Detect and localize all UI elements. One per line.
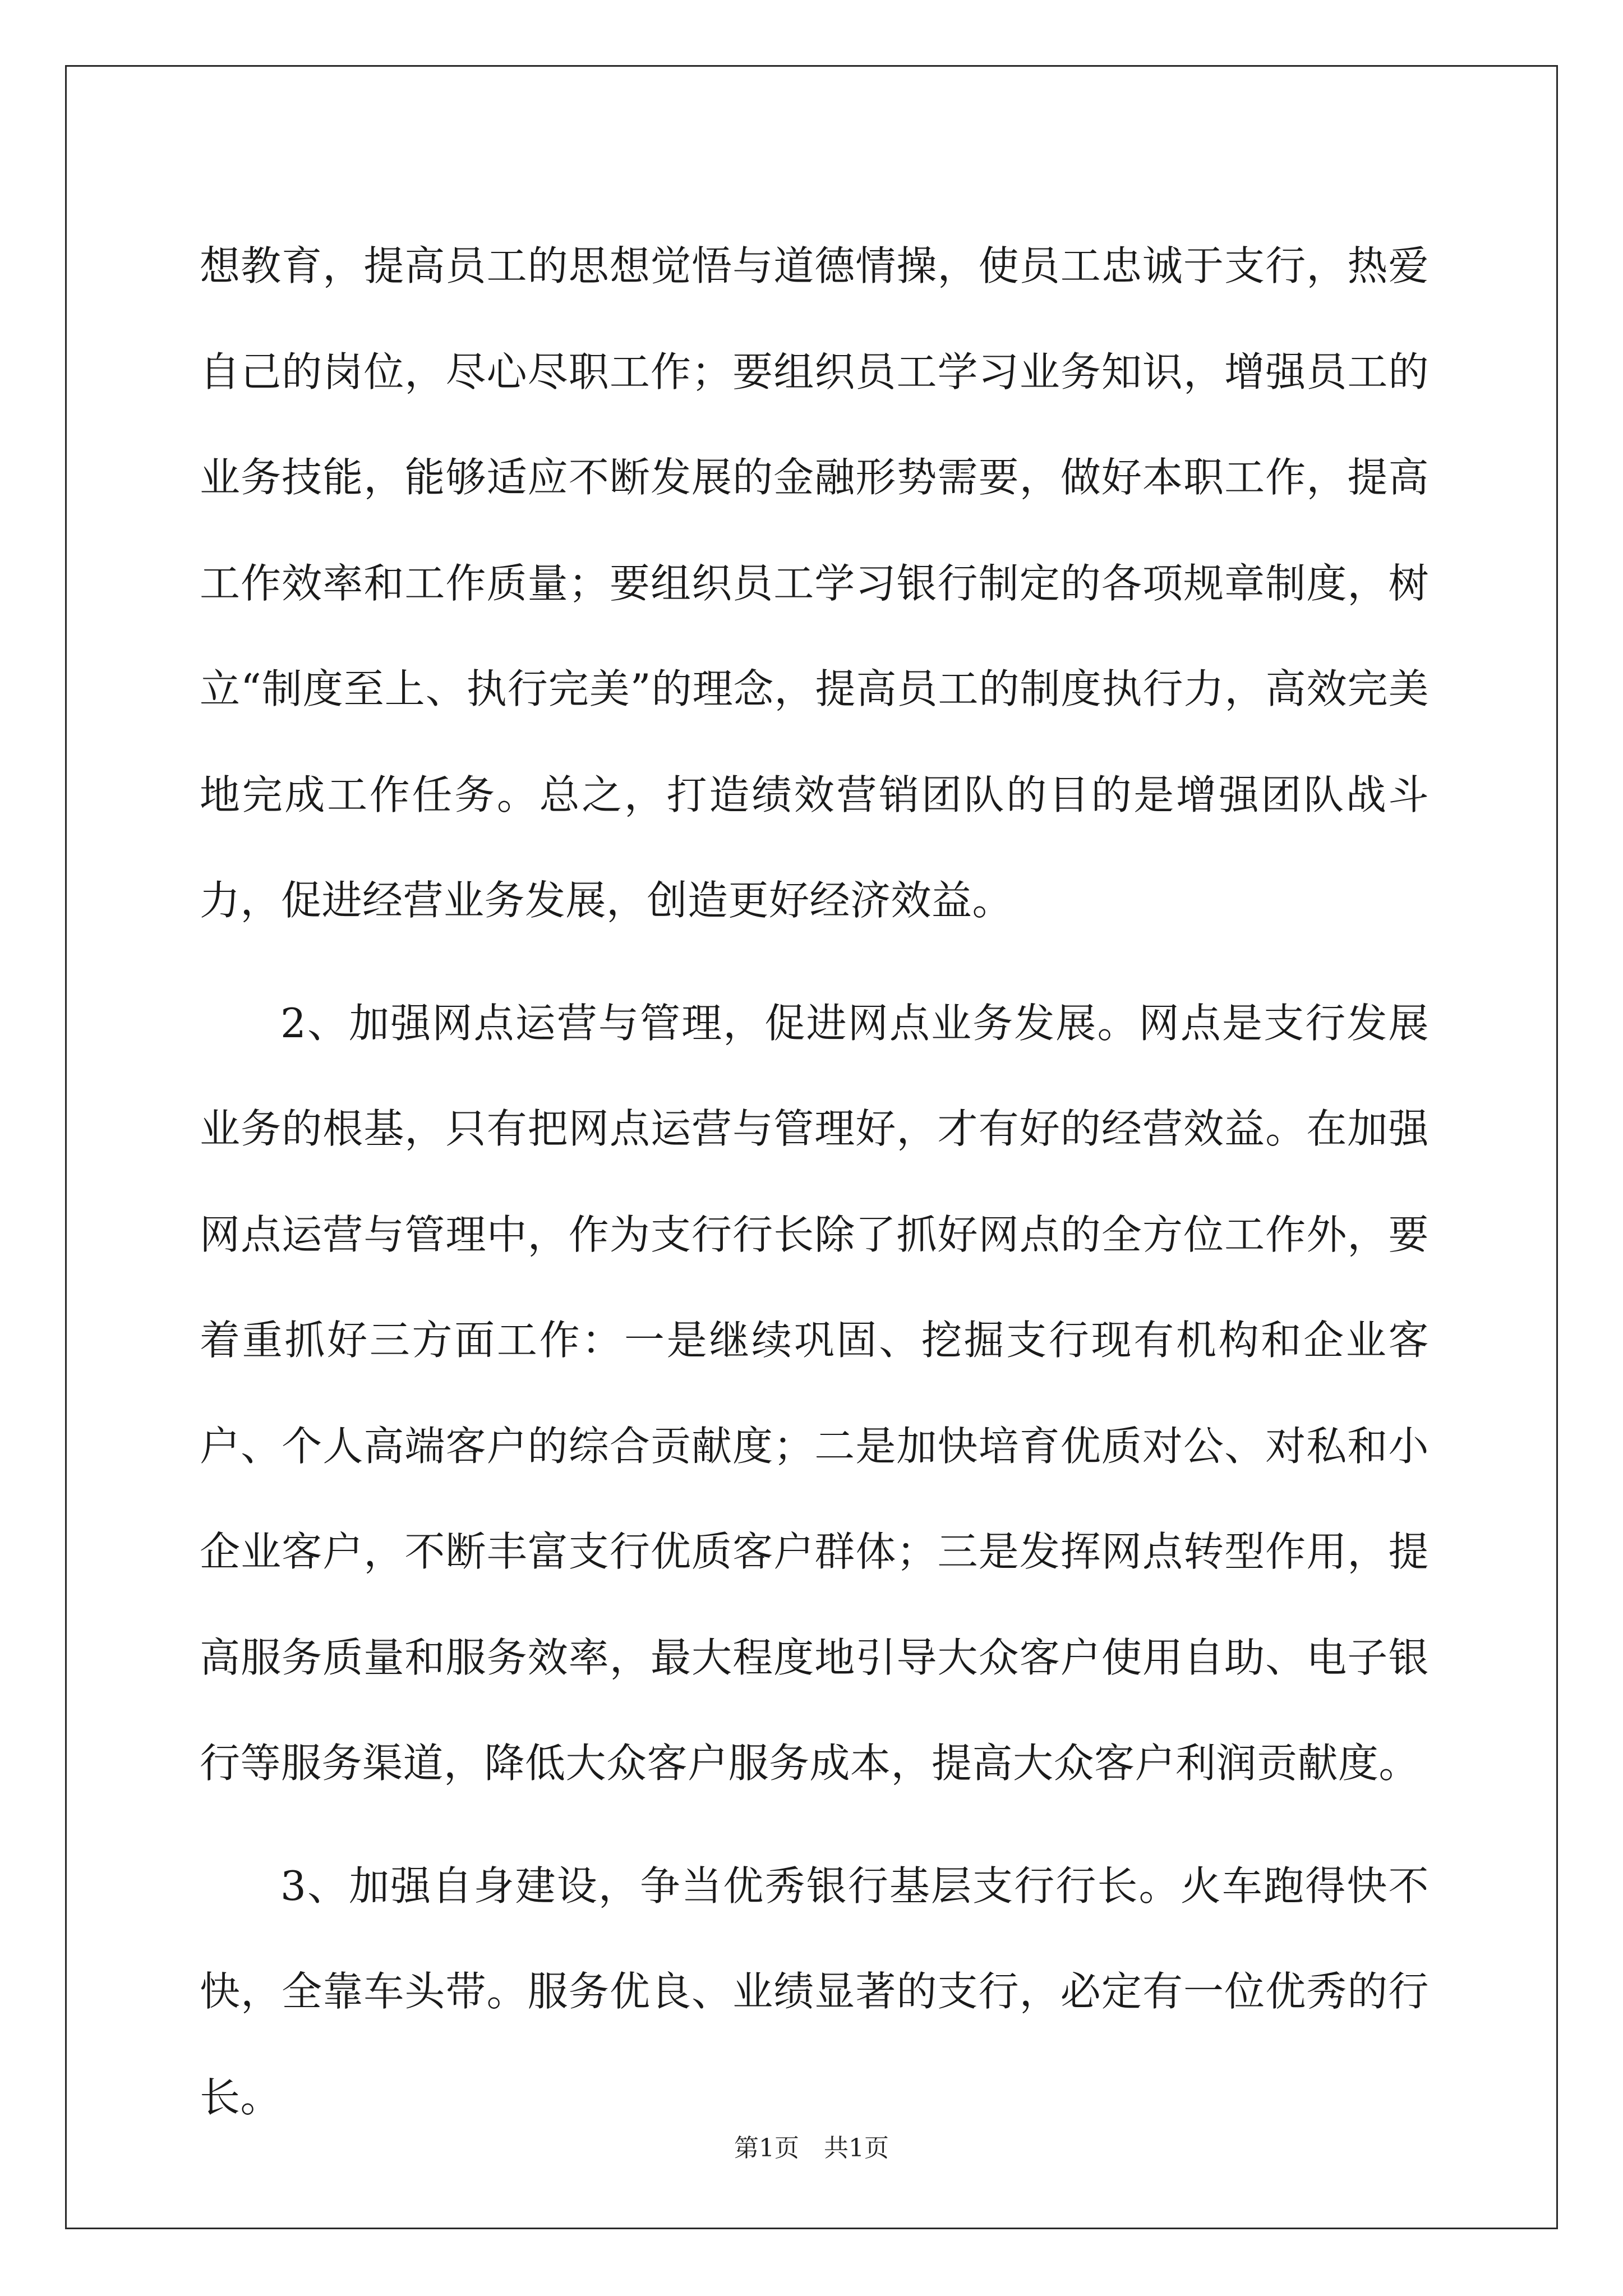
paragraph-3: 3、加强自身建设，争当优秀银行基层支行行长。火车跑得快不快，全靠车头带。服务优良、业绩显著的支行，必定有一位优秀的行长。 <box>200 1862 1429 2121</box>
page-footer <box>0 2132 1623 2165</box>
document-body <box>200 213 1429 2150</box>
page-number: 第1页 <box>734 2134 799 2162</box>
paragraph-2: 2、加强网点运营与管理，促进网点业务发展。网点是支行发展业务的根基，只有把网点运营与管理好，才有好的经营效益。在加强网点运营与管理中，作为支行行长除了抓好网点的全方位工作外，要着重抓好三方面工作：一是继续巩固、挖掘支行现有机构和企业客户、个人高端客户的综合贡献度；二是加快培育优质对公、对私和小企业客户，不断丰富支行优质客户群体；三是发挥网点转型作用，提高服务质量和服务效率，最大程度地引导大众客户使用自助、电子银行等服务渠道，降低大众客户服务成本，提高大众客户利润贡献度。 <box>200 999 1429 1787</box>
page-total: 共1页 <box>824 2134 889 2162</box>
paragraph-1: 想教育，提高员工的思想觉悟与道德情操，使员工忠诚于支行，热爱自己的岗位，尽心尽职工作；要组织员工学习业务知识，增强员工的业务技能，能够适应不断发展的金融形势需要，做好本职工作，提高工作效率和工作质量；要组织员工学习银行制定的各项规章制度，树立“制度至上、执行完美”的理念，提高员工的制度执行力，高效完美地完成工作任务。总之，打造绩效营销团队的目的是增强团队战斗力，促进经营业务发展，创造更好经济效益。 <box>200 242 1429 924</box>
